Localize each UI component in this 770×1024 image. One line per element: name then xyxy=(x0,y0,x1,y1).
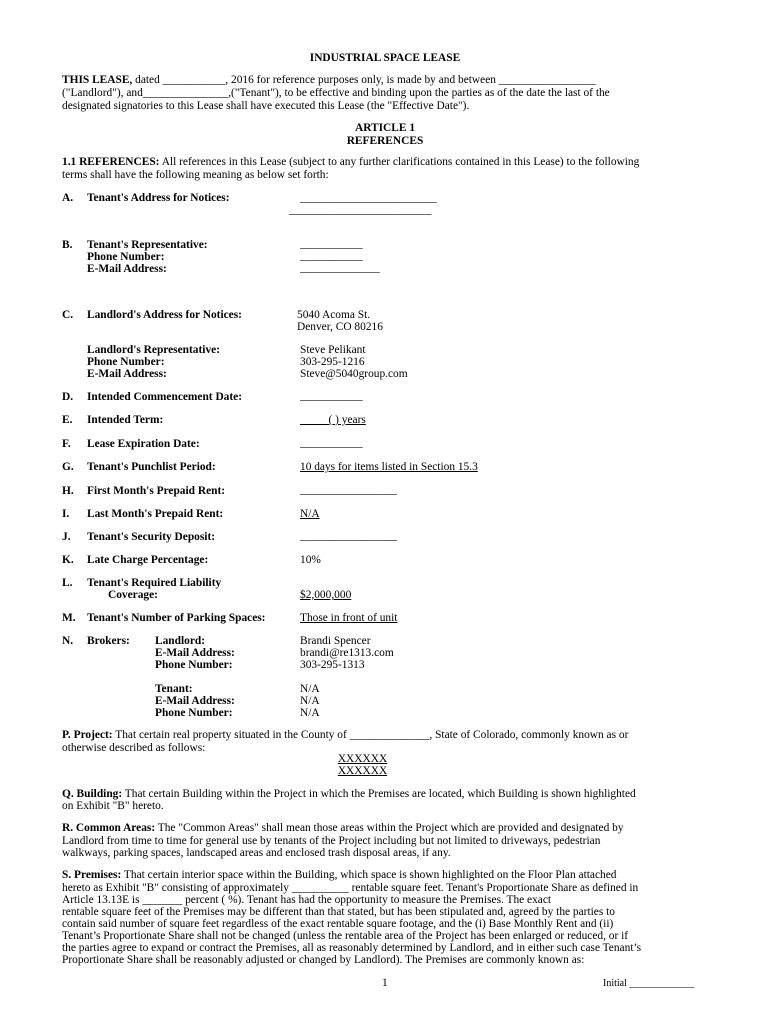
item-h-value: _________________ xyxy=(300,484,397,496)
item-k-value: 10% xyxy=(300,554,321,566)
item-s-line-2: hereto as Exhibit "B" consisting of approximately __________ rentable square feet. Tenant's Proportionate Share as defined in xyxy=(62,882,639,894)
item-l-label-1: Tenant's Required Liability xyxy=(87,577,222,589)
item-b-value-3: ______________ xyxy=(300,262,380,274)
item-s-line-6: Tenant’s Proportionate Share shall not be changed (unless the rentable area of the Project has been enlarged or reduced, or if xyxy=(62,930,629,942)
item-f-label: Lease Expiration Date: xyxy=(87,438,200,450)
item-d-value: ___________ xyxy=(300,390,363,402)
item-b-label-1: Tenant's Representative: xyxy=(87,239,208,251)
item-n-landlord-phone-label: Phone Number: xyxy=(155,659,233,671)
item-b-value-2: ___________ xyxy=(300,250,363,262)
item-s-text-1: That certain interior space within the Building, which space is shown highlighted on the Floor Plan attached xyxy=(123,869,617,881)
article-number: ARTICLE 1 xyxy=(354,122,416,134)
item-c-email: Steve@5040group.com xyxy=(300,368,408,380)
item-p-text-1: That certain real property situated in the County of ______________, State of Colorado, commonly known as or xyxy=(115,729,629,741)
item-s-line-3: Article 13.13E is _______ percent ( %). Tenant has had the opportunity to measure the Premises. The exact xyxy=(62,894,552,906)
item-j-label: Tenant's Security Deposit: xyxy=(87,531,216,543)
item-m-label: Tenant's Number of Parking Spaces: xyxy=(87,612,266,624)
item-s-line-8: Proportionate Share shall be reasonably adjusted or changed by Landlord). The Premises are commonly known as: xyxy=(62,954,585,966)
item-l-label-2: Coverage: xyxy=(108,589,158,601)
item-s-line-7: the parties agree to expand or contract the Premises, all as reasonably determined by Landlord, and in either such case Tenant’s xyxy=(62,942,642,954)
item-a-value-2: _________________________ xyxy=(289,204,432,216)
item-q-lead: Q. Building: xyxy=(62,788,123,800)
item-c-email-label: E-Mail Address: xyxy=(87,368,167,380)
item-i-label: Last Month's Prepaid Rent: xyxy=(87,508,224,520)
refs-text-1: All references in this Lease (subject to any further clarifications contained in this Lease) to the following xyxy=(161,156,640,168)
item-c-label: Landlord's Address for Notices: xyxy=(87,309,242,321)
item-c-phone: 303-295-1216 xyxy=(300,356,365,368)
item-q-line-2: on Exhibit "B" hereto. xyxy=(62,800,164,812)
item-r-line-1 xyxy=(62,822,707,835)
item-n-landlord-phone: 303-295-1313 xyxy=(300,659,365,671)
item-n-label: Brokers: xyxy=(87,635,130,647)
item-a-value-1: ________________________ xyxy=(300,192,437,204)
item-s-line-5: contain said number of square feet regardless of the exact rentable square footage, and the (i) Base Monthly Rent and (ii) xyxy=(62,918,614,930)
intro-lead: THIS LEASE, xyxy=(62,74,133,86)
intro-line-1 xyxy=(62,74,596,87)
item-j-letter: J. xyxy=(62,531,71,543)
item-d-letter: D. xyxy=(62,391,74,403)
document-title: INDUSTRIAL SPACE LEASE xyxy=(309,52,461,64)
item-p-line-1 xyxy=(62,729,707,742)
refs-line-1 xyxy=(62,156,639,169)
item-i-value: N/A xyxy=(300,508,320,520)
item-n-landlord-email: brandi@re1313.com xyxy=(300,647,394,659)
item-c-rep-label: Landlord's Representative: xyxy=(87,344,220,356)
item-b-letter: B. xyxy=(62,239,73,251)
item-r-line-3: walkways, parking spaces, landscaped areas and enclosed trash disposal areas, if any. xyxy=(62,847,451,859)
item-n-tenant-email: N/A xyxy=(300,695,320,707)
item-j-value: _________________ xyxy=(300,530,397,542)
item-r-lead: R. Common Areas: xyxy=(62,822,156,834)
item-c-rep: Steve Pelikant xyxy=(300,344,366,356)
item-g-value: 10 days for items listed in Section 15.3 xyxy=(300,461,478,473)
item-g-label: Tenant's Punchlist Period: xyxy=(87,461,216,473)
initial-field: Initial _____________ xyxy=(603,978,695,989)
item-c-phone-label: Phone Number: xyxy=(87,356,165,368)
item-k-label: Late Charge Percentage: xyxy=(87,554,209,566)
item-i-letter: I. xyxy=(62,508,70,520)
item-l-letter: L. xyxy=(62,577,73,589)
item-n-landlord: Brandi Spencer xyxy=(300,635,371,647)
item-p-placeholder-2: XXXXXX xyxy=(337,765,388,777)
item-n-landlord-label: Landlord: xyxy=(155,635,206,647)
item-e-value: _____( ) years xyxy=(300,414,366,426)
refs-line-2: terms shall have the following meaning as below set forth: xyxy=(62,169,329,181)
item-e-label: Intended Term: xyxy=(87,414,164,426)
item-m-letter: M. xyxy=(62,612,76,624)
item-c-address-2: Denver, CO 80216 xyxy=(297,321,383,333)
item-e-letter: E. xyxy=(62,414,73,426)
item-s-line-4: rentable square feet of the Premises may be different than that stated, but has been stipulated and, agreed by the parties to xyxy=(62,906,615,918)
item-a-letter: A. xyxy=(62,192,74,204)
item-n-tenant-email-label: E-Mail Address: xyxy=(155,695,235,707)
item-l-value: $2,000,000 xyxy=(300,589,352,601)
item-n-landlord-email-label: E-Mail Address: xyxy=(155,647,235,659)
item-g-letter: G. xyxy=(62,461,74,473)
item-a-label: Tenant's Address for Notices: xyxy=(87,192,230,204)
item-q-text-1: That certain Building within the Project in which the Premises are located, which Building is shown highlighted xyxy=(124,788,636,800)
item-r-line-2: Landlord from time to time for general use by tenants of the Project including but not limited to driveways, pedestrian xyxy=(62,835,601,847)
refs-lead: 1.1 REFERENCES: xyxy=(62,156,160,168)
item-s-lead: S. Premises: xyxy=(62,869,122,881)
item-n-tenant-phone: N/A xyxy=(300,707,320,719)
item-p-line-2: otherwise described as follows: xyxy=(62,742,206,754)
item-m-value: Those in front of unit xyxy=(300,612,398,624)
item-f-value: ___________ xyxy=(300,437,363,449)
item-p-placeholder-1: XXXXXX xyxy=(337,753,388,765)
item-d-label: Intended Commencement Date: xyxy=(87,391,243,403)
item-b-value-1: ___________ xyxy=(300,238,363,250)
item-f-letter: F. xyxy=(62,438,71,450)
item-s-line-1 xyxy=(62,869,707,882)
article-heading: REFERENCES xyxy=(346,135,424,147)
item-h-letter: H. xyxy=(62,485,74,497)
item-n-tenant-label: Tenant: xyxy=(155,683,193,695)
item-p-lead: P. Project: xyxy=(62,729,113,741)
item-b-label-3: E-Mail Address: xyxy=(87,263,167,275)
item-r-text-1: The "Common Areas" shall mean those areas within the Project which are provided and designated by xyxy=(157,822,624,834)
item-n-letter: N. xyxy=(62,635,74,647)
intro-text-1: dated ___________, 2016 for reference purposes only, is made by and between _________________ xyxy=(135,74,596,86)
item-h-label: First Month's Prepaid Rent: xyxy=(87,485,226,497)
item-n-tenant: N/A xyxy=(300,683,320,695)
item-c-letter: C. xyxy=(62,309,74,321)
item-k-letter: K. xyxy=(62,554,74,566)
intro-line-2: ("Landlord"), and_______________,("Tenant"), to be effective and binding upon the parties as of the date the last of the xyxy=(62,87,610,99)
item-b-label-2: Phone Number: xyxy=(87,251,165,263)
page-number: 1 xyxy=(382,977,388,989)
item-n-tenant-phone-label: Phone Number: xyxy=(155,707,233,719)
item-c-address-1: 5040 Acoma St. xyxy=(297,309,371,321)
intro-line-3: designated signatories to this Lease shall have executed this Lease (the "Effective Date"). xyxy=(62,100,470,112)
